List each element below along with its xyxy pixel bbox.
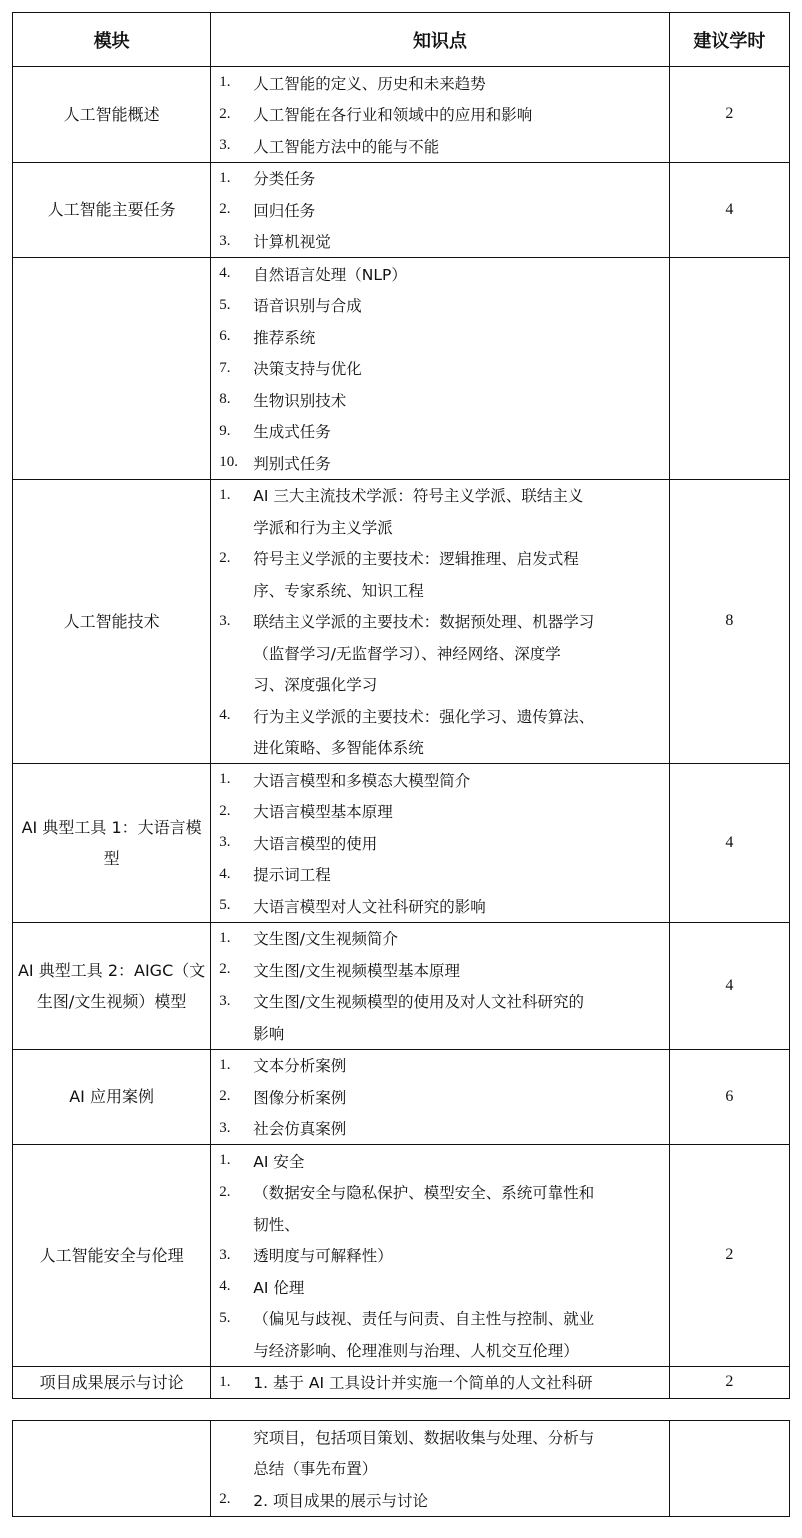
- knowledge-line: [219, 1145, 665, 1177]
- table-row: [13, 258, 790, 480]
- item-number: 1.: [219, 771, 231, 788]
- knowledge-cell: [211, 162, 670, 258]
- item-text: 人工智能方法中的能与不能: [253, 137, 440, 156]
- item-text: 韧性、: [253, 1215, 300, 1234]
- item-text: （偏见与歧视、责任与问责、自主性与控制、就业: [253, 1310, 595, 1329]
- item-number: 5.: [219, 897, 231, 914]
- knowledge-line: [219, 1367, 665, 1399]
- knowledge-line: [219, 1421, 665, 1453]
- knowledge-cell: [211, 922, 670, 1049]
- module-cell: 人工智能概述: [13, 67, 211, 163]
- item-text: 总结（事先布置）: [253, 1460, 378, 1479]
- item-text: 图像分析案例: [253, 1088, 347, 1107]
- item-number: 9.: [219, 422, 231, 439]
- knowledge-cell: [211, 67, 670, 163]
- item-text: 学派和行为主义学派: [253, 518, 393, 537]
- module-cell: [13, 1421, 211, 1517]
- knowledge-line: [219, 1240, 665, 1272]
- hours-cell: 2: [669, 67, 789, 163]
- item-text: 影响: [253, 1024, 285, 1043]
- knowledge-line: [219, 1081, 665, 1113]
- item-text: 人工智能在各行业和领域中的应用和影响: [253, 106, 533, 125]
- knowledge-cell: [211, 1049, 670, 1145]
- item-text: 习、深度强化学习: [253, 676, 378, 695]
- item-text: AI 伦理: [253, 1278, 305, 1297]
- item-text: 语音识别与合成: [253, 297, 362, 316]
- item-number: 1.: [219, 1152, 231, 1169]
- knowledge-line: [219, 637, 665, 669]
- header-module: 模块: [13, 13, 211, 67]
- module-cell: AI 应用案例: [13, 1049, 211, 1145]
- item-text: 与经济影响、伦理准则与治理、人机交互伦理）: [253, 1341, 579, 1360]
- item-text: 计算机视觉: [253, 233, 331, 252]
- item-text: 生成式任务: [253, 423, 331, 442]
- item-number: 1.: [219, 929, 231, 946]
- knowledge-line: [219, 447, 665, 479]
- item-text: 提示词工程: [253, 866, 331, 885]
- item-text: 回归任务: [253, 201, 316, 220]
- knowledge-line: [219, 194, 665, 226]
- knowledge-line: [219, 1271, 665, 1303]
- knowledge-line: [219, 258, 665, 290]
- item-number: 4.: [219, 865, 231, 882]
- hours-cell: 8: [669, 479, 789, 764]
- hours-cell: 2: [669, 1145, 789, 1367]
- item-text: 2. 项目成果的展示与讨论: [253, 1491, 428, 1510]
- table-row: [13, 1145, 790, 1367]
- item-text: 大语言模型的使用: [253, 834, 378, 853]
- knowledge-line: [219, 954, 665, 986]
- item-number: 3.: [219, 1119, 231, 1136]
- item-number: 4.: [219, 707, 231, 724]
- knowledge-line: [219, 606, 665, 638]
- item-text: 推荐系统: [253, 328, 316, 347]
- module-cell: 人工智能安全与伦理: [13, 1145, 211, 1367]
- knowledge-line: [219, 290, 665, 322]
- item-number: 2.: [219, 549, 231, 566]
- hours-cell: 4: [669, 764, 789, 923]
- knowledge-line: [219, 827, 665, 859]
- knowledge-line: [219, 130, 665, 162]
- item-text: 生物识别技术: [253, 391, 347, 410]
- item-number: 1.: [219, 1056, 231, 1073]
- item-number: 2.: [219, 1491, 231, 1508]
- knowledge-line: [219, 859, 665, 891]
- item-number: 10.: [219, 454, 238, 471]
- item-number: 2.: [219, 1183, 231, 1200]
- knowledge-line: [219, 1303, 665, 1335]
- course-table: [12, 12, 790, 1399]
- knowledge-line: [219, 67, 665, 99]
- knowledge-line: [219, 353, 665, 385]
- knowledge-line: [219, 1334, 665, 1366]
- knowledge-line: [219, 321, 665, 353]
- item-text: 大语言模型和多模态大模型简介: [253, 771, 471, 790]
- course-table-continuation: [12, 1420, 790, 1517]
- hours-cell: 6: [669, 1049, 789, 1145]
- item-text: 透明度与可解释性）: [253, 1247, 393, 1266]
- table-row: [13, 67, 790, 163]
- knowledge-line: [219, 732, 665, 764]
- item-number: 3.: [219, 1246, 231, 1263]
- item-text: 1. 基于 AI 工具设计并实施一个简单的人文社科研: [253, 1374, 593, 1393]
- item-number: 4.: [219, 1278, 231, 1295]
- item-text: 究项目，包括项目策划、数据收集与处理、分析与: [253, 1428, 595, 1447]
- item-text: AI 三大主流技术学派：符号主义学派、联结主义: [253, 487, 584, 506]
- item-number: 2.: [219, 105, 231, 122]
- item-number: 3.: [219, 992, 231, 1009]
- knowledge-line: [219, 1050, 665, 1082]
- item-number: 7.: [219, 359, 231, 376]
- item-text: 序、专家系统、知识工程: [253, 581, 424, 600]
- hours-cell: [669, 258, 789, 480]
- item-text: 文生图/文生视频模型的使用及对人文社科研究的: [253, 993, 584, 1012]
- table-row: [13, 764, 790, 923]
- knowledge-line: [219, 480, 665, 512]
- hours-cell: [669, 1421, 789, 1517]
- knowledge-line: [219, 890, 665, 922]
- item-text: 人工智能的定义、历史和未来趋势: [253, 74, 486, 93]
- table-row: [13, 162, 790, 258]
- knowledge-line: [219, 669, 665, 701]
- item-number: 8.: [219, 391, 231, 408]
- item-text: 分类任务: [253, 170, 316, 189]
- hours-cell: 4: [669, 922, 789, 1049]
- knowledge-cell: [211, 1421, 670, 1517]
- item-text: 联结主义学派的主要技术：数据预处理、机器学习: [253, 613, 595, 632]
- item-text: 社会仿真案例: [253, 1120, 347, 1139]
- module-cell: 人工智能主要任务: [13, 162, 211, 258]
- knowledge-line: [219, 1208, 665, 1240]
- knowledge-line: [219, 923, 665, 955]
- knowledge-line: [219, 99, 665, 131]
- knowledge-line: [219, 163, 665, 195]
- knowledge-line: [219, 384, 665, 416]
- header-knowledge: 知识点: [211, 13, 670, 67]
- item-number: 1.: [219, 74, 231, 91]
- item-text: 文生图/文生视频简介: [253, 930, 398, 949]
- item-number: 3.: [219, 137, 231, 154]
- knowledge-line: [219, 764, 665, 796]
- module-cell: 项目成果展示与讨论: [13, 1366, 211, 1399]
- item-number: 2.: [219, 961, 231, 978]
- hours-cell: 2: [669, 1366, 789, 1399]
- knowledge-line: [219, 986, 665, 1018]
- item-text: （数据安全与隐私保护、模型安全、系统可靠性和: [253, 1184, 595, 1203]
- item-text: 文本分析案例: [253, 1057, 347, 1076]
- knowledge-line: [219, 1453, 665, 1485]
- table-row: [13, 479, 790, 764]
- item-number: 2.: [219, 802, 231, 819]
- module-cell: 人工智能技术: [13, 479, 211, 764]
- knowledge-line: [219, 700, 665, 732]
- hours-cell: 4: [669, 162, 789, 258]
- table-header-row: [13, 13, 790, 67]
- module-cell: AI 典型工具 2：AIGC（文生图/文生视频）模型: [13, 922, 211, 1049]
- item-text: AI 安全: [253, 1152, 305, 1171]
- knowledge-line: [219, 1484, 665, 1516]
- knowledge-cell: [211, 479, 670, 764]
- item-number: 3.: [219, 612, 231, 629]
- knowledge-cell: [211, 1366, 670, 1399]
- item-text: 文生图/文生视频模型基本原理: [253, 961, 460, 980]
- module-cell: [13, 258, 211, 480]
- knowledge-cell: [211, 764, 670, 923]
- knowledge-cell: [211, 1145, 670, 1367]
- item-text: 行为主义学派的主要技术：强化学习、遗传算法、: [253, 707, 595, 726]
- item-text: 符号主义学派的主要技术：逻辑推理、启发式程: [253, 550, 579, 569]
- item-text: 大语言模型基本原理: [253, 803, 393, 822]
- knowledge-line: [219, 543, 665, 575]
- table-row: [13, 1366, 790, 1399]
- item-number: 4.: [219, 265, 231, 282]
- item-number: 1.: [219, 486, 231, 503]
- item-number: 3.: [219, 834, 231, 851]
- item-text: 进化策略、多智能体系统: [253, 739, 424, 758]
- knowledge-line: [219, 226, 665, 258]
- knowledge-line: [219, 1017, 665, 1049]
- knowledge-line: [219, 1177, 665, 1209]
- item-text: 自然语言处理（NLP）: [253, 265, 407, 284]
- knowledge-line: [219, 1113, 665, 1145]
- item-number: 5.: [219, 296, 231, 313]
- item-number: 2.: [219, 1088, 231, 1105]
- item-number: 1.: [219, 169, 231, 186]
- item-text: 大语言模型对人文社科研究的影响: [253, 897, 486, 916]
- item-number: 2.: [219, 201, 231, 218]
- item-text: （监督学习/无监督学习）、神经网络、深度学: [253, 644, 561, 663]
- knowledge-line: [219, 796, 665, 828]
- item-text: 判别式任务: [253, 454, 331, 473]
- knowledge-line: [219, 574, 665, 606]
- item-number: 5.: [219, 1309, 231, 1326]
- item-number: 3.: [219, 232, 231, 249]
- item-text: 决策支持与优化: [253, 360, 362, 379]
- item-number: 1.: [219, 1373, 231, 1390]
- knowledge-line: [219, 416, 665, 448]
- knowledge-line: [219, 511, 665, 543]
- table-row: [13, 922, 790, 1049]
- header-hours: 建议学时: [669, 13, 789, 67]
- table-row: [13, 1049, 790, 1145]
- knowledge-cell: [211, 258, 670, 480]
- module-cell: AI 典型工具 1：大语言模型: [13, 764, 211, 923]
- table-row: [13, 1421, 790, 1517]
- item-number: 6.: [219, 328, 231, 345]
